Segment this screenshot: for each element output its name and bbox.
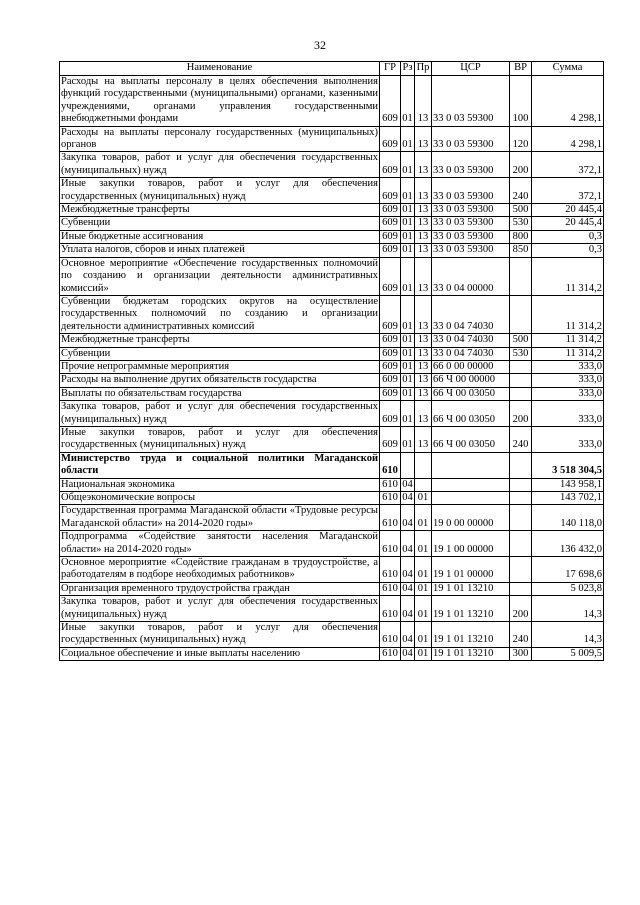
cell-gr: 610: [380, 452, 401, 478]
cell-rz: 04: [402, 478, 413, 490]
cell-pr: [415, 452, 432, 478]
header-pr: Пр: [415, 62, 432, 76]
cell-vr: 300: [510, 647, 532, 660]
cell-pr: 13: [415, 244, 432, 257]
cell-csr: 33 0 04 74030: [432, 347, 510, 360]
cell-sum: 20 445,4: [532, 204, 604, 217]
cell-name: Расходы на выполнение других обязательств государства: [60, 374, 380, 387]
cell-csr: 33 0 03 59300: [432, 230, 510, 243]
cell-gr: 609: [380, 360, 401, 373]
table-row: [60, 452, 604, 478]
table-row: [60, 217, 604, 230]
cell-vr: 200: [510, 401, 532, 427]
cell-csr: 33 0 04 00000: [432, 257, 510, 295]
cell-name: Субвенции: [60, 347, 380, 360]
cell-sum: 140 118,0: [532, 505, 604, 531]
cell-pr: 13: [415, 360, 432, 373]
cell-csr: 33 0 03 59300: [432, 204, 510, 217]
cell-vr: 240: [510, 178, 532, 204]
cell-rz: 04: [401, 505, 415, 531]
cell-rz: 01: [401, 126, 415, 152]
cell-sum: 3 518 304,5: [532, 452, 604, 478]
cell-gr: 609: [380, 230, 401, 243]
cell-csr: 66 Ч 00 00000: [432, 374, 510, 387]
cell-name: Министерство труда и социальной политики Магаданской области: [61, 452, 378, 477]
cell-pr: 13: [415, 76, 432, 127]
cell-gr: 609: [380, 295, 401, 333]
cell-csr: 33 0 04 74030: [432, 295, 510, 333]
cell-gr: 610: [380, 647, 401, 660]
table-row: [60, 178, 604, 204]
cell-vr: [510, 557, 532, 583]
cell-vr: [510, 478, 532, 491]
cell-csr: 33 0 03 59300: [432, 217, 510, 230]
cell-sum: 372,1: [532, 178, 604, 204]
cell-vr: 240: [510, 622, 532, 648]
cell-gr: 610: [380, 492, 401, 505]
cell-sum: 333,0: [532, 401, 604, 427]
table-row: [60, 360, 604, 373]
cell-csr: 66 0 00 00000: [432, 360, 510, 373]
cell-gr: 610: [380, 505, 401, 531]
cell-pr: 13: [415, 126, 432, 152]
cell-pr: 13: [415, 347, 432, 360]
cell-vr: 530: [510, 347, 532, 360]
cell-sum: 11 314,2: [532, 347, 604, 360]
cell-gr: 610: [380, 557, 401, 583]
table-row: [60, 347, 604, 360]
cell-pr: 01: [415, 647, 432, 660]
cell-sum: 0,3: [532, 244, 604, 257]
cell-sum: 5 009,5: [532, 647, 604, 660]
table-row: [60, 426, 604, 452]
cell-rz: 01: [402, 374, 413, 386]
cell-rz: 01: [402, 217, 413, 229]
cell-rz: 01: [401, 426, 415, 452]
cell-pr: 13: [415, 178, 432, 204]
table-row: [60, 76, 604, 127]
cell-rz: 01: [401, 401, 415, 427]
cell-name: Иные закупки товаров, работ и услуг для обеспечения государственных (муниципальных) нужд: [61, 178, 378, 202]
cell-rz: 01: [402, 334, 413, 346]
header-name: Наименование: [60, 62, 380, 76]
cell-pr: 01: [415, 596, 432, 622]
cell-csr: 66 Ч 00 03050: [432, 387, 510, 400]
cell-name: Основное мероприятие «Обеспечение государственных полномочий по созданию и организации деятельности административных комиссий»: [61, 257, 378, 294]
cell-vr: 100: [510, 76, 532, 127]
cell-rz: 01: [401, 257, 415, 295]
cell-name: Межбюджетные трансферты: [60, 334, 380, 347]
table-row: [60, 334, 604, 347]
cell-name: Межбюджетные трансферты: [60, 204, 380, 217]
cell-pr: 13: [415, 295, 432, 333]
cell-pr: 01: [415, 505, 432, 531]
cell-pr: 13: [415, 204, 432, 217]
table-row: [60, 374, 604, 387]
cell-pr: 13: [415, 152, 432, 178]
cell-name: Организация временного трудоустройства граждан: [60, 582, 380, 595]
cell-gr: 609: [380, 76, 401, 127]
cell-name: Иные закупки товаров, работ и услуг для обеспечения государственных (муниципальных) нужд: [61, 622, 378, 646]
cell-gr: 609: [380, 152, 401, 178]
cell-sum: 14,3: [532, 622, 604, 648]
table-row: [60, 596, 604, 622]
table-row: [60, 230, 604, 243]
cell-sum: 136 432,0: [532, 531, 604, 557]
cell-name: Иные закупки товаров, работ и услуг для обеспечения государственных (муниципальных) нужд: [61, 426, 378, 451]
cell-sum: 333,0: [532, 360, 604, 373]
cell-sum: 11 314,2: [532, 334, 604, 347]
table-row: [60, 204, 604, 217]
cell-csr: 66 Ч 00 03050: [432, 426, 510, 452]
cell-rz: 04: [401, 557, 415, 583]
cell-rz: 01: [402, 360, 413, 372]
cell-sum: 333,0: [532, 374, 604, 387]
table-header-row: [60, 62, 604, 76]
table-row: [60, 478, 604, 491]
cell-gr: 609: [380, 334, 401, 347]
table-row: [60, 387, 604, 400]
cell-sum: 4 298,1: [532, 126, 604, 152]
cell-rz: 04: [401, 531, 415, 557]
cell-pr: 13: [415, 257, 432, 295]
cell-csr: 33 0 04 74030: [432, 334, 510, 347]
header-csr: ЦСР: [432, 62, 510, 76]
cell-gr: 609: [380, 347, 401, 360]
page-number: 32: [314, 38, 326, 52]
cell-name: Основное мероприятие «Содействие гражданам в трудоустройстве, а работодателям в подборе необходимых работников»: [61, 557, 378, 581]
cell-vr: 240: [510, 426, 532, 452]
cell-sum: 333,0: [532, 426, 604, 452]
cell-gr: 609: [380, 126, 401, 152]
cell-gr: 609: [380, 204, 401, 217]
cell-name: Иные бюджетные ассигнования: [60, 230, 380, 243]
cell-pr: 13: [415, 217, 432, 230]
cell-rz: 01: [401, 152, 415, 178]
table-row: [60, 622, 604, 648]
cell-vr: 200: [510, 152, 532, 178]
cell-rz: 04: [401, 596, 415, 622]
cell-csr: 19 1 01 13210: [432, 622, 510, 648]
table-row: [60, 557, 604, 583]
cell-vr: 500: [510, 204, 532, 217]
cell-vr: [510, 531, 532, 557]
table-row: [60, 152, 604, 178]
cell-csr: 33 0 03 59300: [432, 126, 510, 152]
cell-csr: 19 1 00 00000: [432, 531, 510, 557]
cell-gr: 610: [380, 582, 401, 595]
cell-name: Субвенции бюджетам городских округов на осуществление государственных полномочий по созданию и организации деятельности административных комиссий: [61, 295, 378, 332]
cell-name: Субвенции: [60, 217, 380, 230]
cell-gr: 609: [380, 257, 401, 295]
cell-rz: [401, 452, 415, 478]
cell-name: Общеэкономические вопросы: [60, 492, 380, 505]
cell-rz: 01: [402, 204, 413, 216]
cell-vr: [510, 387, 532, 400]
cell-sum: 5 023,8: [532, 582, 604, 595]
cell-name: Подпрограмма «Содействие занятости населения Магаданской области» на 2014-2020 годы»: [61, 531, 378, 555]
cell-csr: 66 Ч 00 03050: [432, 401, 510, 427]
cell-sum: 143 702,1: [532, 492, 604, 505]
cell-vr: 850: [510, 244, 532, 257]
cell-pr: 01: [415, 622, 432, 648]
cell-rz: 01: [402, 244, 413, 256]
cell-vr: [510, 582, 532, 595]
cell-vr: [510, 505, 532, 531]
cell-name: Социальное обеспечение и иные выплаты населению: [60, 647, 380, 660]
cell-rz: 04: [402, 647, 413, 659]
cell-gr: 609: [380, 178, 401, 204]
cell-rz: 01: [401, 76, 415, 127]
table-body: [60, 76, 604, 661]
cell-pr: 01: [415, 531, 432, 557]
cell-gr: 610: [380, 531, 401, 557]
table-row: [60, 295, 604, 333]
cell-name: Закупка товаров, работ и услуг для обеспечения государственных (муниципальных) нужд: [61, 401, 378, 425]
cell-sum: 4 298,1: [532, 76, 604, 127]
table-row: [60, 582, 604, 595]
cell-pr: 01: [415, 582, 432, 595]
cell-name: Расходы на выплаты персоналу государственных (муниципальных) органов: [61, 126, 378, 151]
cell-pr: 13: [415, 334, 432, 347]
cell-csr: [432, 478, 510, 491]
cell-gr: 609: [380, 374, 401, 387]
cell-vr: 500: [510, 334, 532, 347]
cell-gr: 610: [380, 596, 401, 622]
cell-sum: 11 314,2: [532, 257, 604, 295]
cell-name: Выплаты по обязательствам государства: [60, 387, 380, 400]
cell-vr: 800: [510, 230, 532, 243]
cell-name: Уплата налогов, сборов и иных платежей: [60, 244, 380, 257]
cell-rz: 01: [402, 347, 413, 359]
table-row: [60, 257, 604, 295]
cell-pr: 13: [415, 401, 432, 427]
cell-vr: [510, 492, 532, 505]
cell-pr: 13: [415, 426, 432, 452]
cell-pr: 13: [415, 230, 432, 243]
cell-gr: 609: [380, 387, 401, 400]
cell-vr: [510, 374, 532, 387]
cell-pr: 13: [415, 374, 432, 387]
cell-csr: 19 1 01 13210: [432, 596, 510, 622]
cell-csr: 33 0 03 59300: [432, 244, 510, 257]
cell-vr: 200: [510, 596, 532, 622]
header-vr: ВР: [510, 62, 532, 76]
cell-rz: 01: [401, 178, 415, 204]
header-rz: Рз: [401, 62, 415, 76]
cell-sum: 333,0: [532, 387, 604, 400]
cell-gr: 610: [380, 478, 401, 491]
cell-name: Национальная экономика: [60, 478, 380, 491]
cell-name: Закупка товаров, работ и услуг для обеспечения государственных (муниципальных) нужд: [61, 152, 378, 176]
cell-sum: 11 314,2: [532, 295, 604, 333]
cell-csr: [432, 452, 510, 478]
table-row: [60, 647, 604, 660]
table-row: [60, 401, 604, 427]
cell-name: Закупка товаров, работ и услуг для обеспечения государственных (муниципальных) нужд: [61, 596, 378, 620]
table-row: [60, 126, 604, 152]
cell-gr: 609: [380, 244, 401, 257]
cell-csr: 33 0 03 59300: [432, 152, 510, 178]
cell-rz: 04: [401, 622, 415, 648]
header-sum: Сумма: [532, 62, 604, 76]
cell-csr: 33 0 03 59300: [432, 178, 510, 204]
cell-pr: 13: [415, 387, 432, 400]
cell-vr: [510, 360, 532, 373]
cell-csr: [432, 492, 510, 505]
cell-sum: 14,3: [532, 596, 604, 622]
cell-sum: 17 698,6: [532, 557, 604, 583]
cell-vr: [510, 257, 532, 295]
cell-name: Государственная программа Магаданской области «Трудовые ресурсы Магаданской области» на 2014-2020 годы»: [61, 505, 378, 529]
cell-csr: 19 0 00 00000: [432, 505, 510, 531]
budget-table: [59, 61, 604, 661]
cell-sum: 20 445,4: [532, 217, 604, 230]
table-row: [60, 505, 604, 531]
cell-pr: 01: [415, 557, 432, 583]
cell-gr: 610: [380, 622, 401, 648]
cell-name: Прочие непрограммные мероприятия: [60, 360, 380, 373]
cell-gr: 609: [380, 217, 401, 230]
cell-gr: 609: [380, 401, 401, 427]
cell-rz: 01: [402, 230, 413, 242]
cell-rz: 01: [401, 295, 415, 333]
cell-csr: 19 1 01 13210: [432, 647, 510, 660]
cell-gr: 609: [380, 426, 401, 452]
cell-name: Расходы на выплаты персоналу в целях обеспечения выполнения функций государственными (муниципальными) органами, казенными учреждениями, органами управления государственными внебюджетными фондами: [61, 76, 378, 125]
cell-sum: 143 958,1: [532, 478, 604, 491]
cell-csr: 33 0 03 59300: [432, 76, 510, 127]
cell-sum: 372,1: [532, 152, 604, 178]
cell-csr: 19 1 01 13210: [432, 582, 510, 595]
cell-rz: 04: [402, 492, 413, 503]
cell-vr: [510, 452, 532, 478]
cell-rz: 04: [402, 582, 413, 594]
table-row: [60, 531, 604, 557]
cell-vr: 530: [510, 217, 532, 230]
cell-pr: 01: [415, 492, 432, 505]
cell-sum: 0,3: [532, 230, 604, 243]
cell-vr: 120: [510, 126, 532, 152]
cell-csr: 19 1 01 00000: [432, 557, 510, 583]
header-gr: ГР: [380, 62, 401, 76]
cell-pr: [415, 478, 432, 491]
table-row: [60, 492, 604, 505]
cell-vr: [510, 295, 532, 333]
cell-rz: 01: [402, 387, 413, 399]
table-row: [60, 244, 604, 257]
